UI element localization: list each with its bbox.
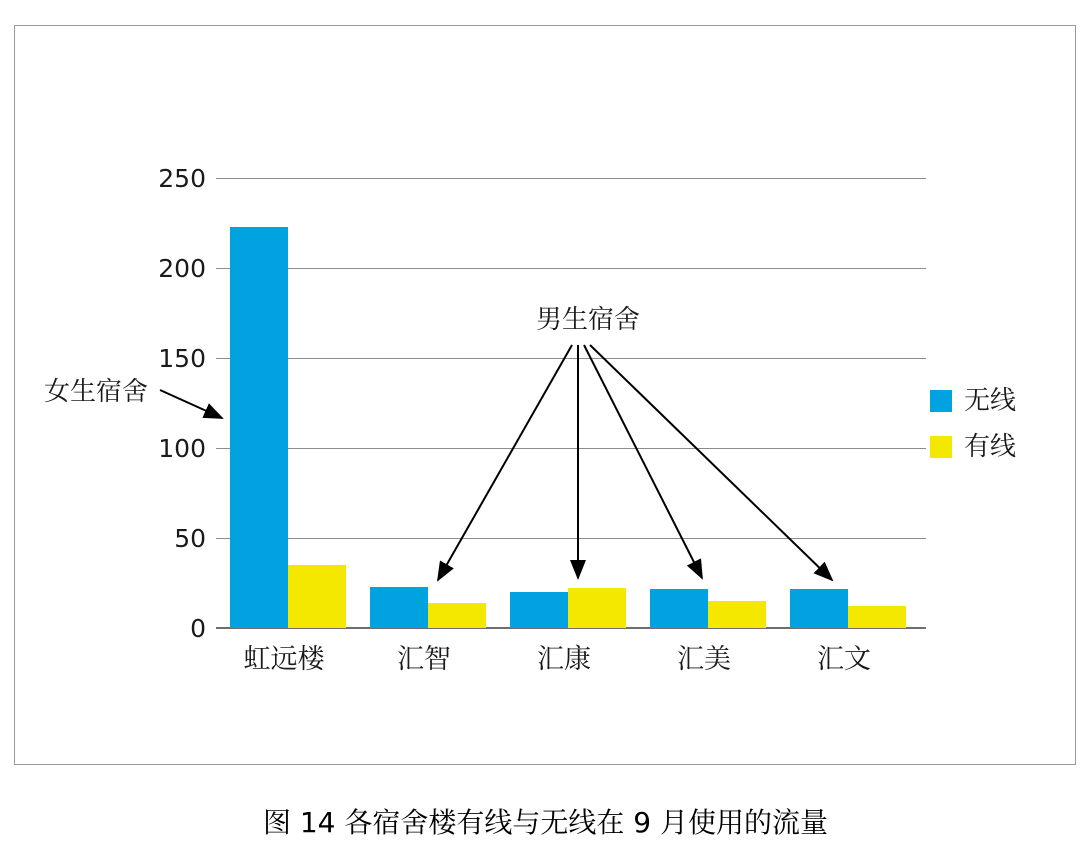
chart-legend (930, 378, 1060, 470)
bar-wireless-4 (790, 589, 848, 628)
legend-swatch-wireless (930, 390, 952, 412)
bar-wireless-1 (370, 587, 428, 628)
bar-wireless-0 (230, 227, 288, 628)
legend-label-wired: 有线 (964, 432, 1017, 462)
y-tick-50: 50 (174, 524, 206, 553)
bar-group-3 (642, 178, 766, 628)
bar-group-0 (222, 178, 346, 628)
bar-wired-2 (568, 588, 626, 628)
annotation-female-dorm: 女生宿舍 (44, 377, 149, 407)
y-tick-0: 0 (190, 614, 206, 643)
bar-group-1 (362, 178, 486, 628)
y-tick-200: 200 (158, 254, 206, 283)
figure-caption: 图 14 各宿舍楼有线与无线在 9 月使用的流量 (262, 806, 829, 839)
legend-item-wireless (930, 378, 1060, 424)
legend-label-wireless: 无线 (964, 386, 1017, 416)
bar-wireless-3 (650, 589, 708, 628)
bar-group-2 (502, 178, 626, 628)
y-tick-150: 150 (158, 344, 206, 373)
bar-wired-4 (848, 606, 906, 628)
bar-series-container (216, 178, 926, 628)
x-label-4: 汇文 (817, 644, 871, 675)
bar-wired-1 (428, 603, 486, 628)
bar-wireless-2 (510, 592, 568, 628)
bar-group-4 (782, 178, 906, 628)
y-tick-250: 250 (158, 164, 206, 193)
bar-wired-3 (708, 601, 766, 628)
x-axis-labels (216, 643, 926, 683)
x-label-0: 虹远楼 (243, 644, 325, 675)
x-label-2: 汇康 (537, 644, 591, 675)
legend-swatch-wired (930, 436, 952, 458)
x-label-1: 汇智 (397, 644, 451, 675)
bar-wired-0 (288, 565, 346, 628)
legend-item-wired (930, 424, 1060, 470)
x-label-3: 汇美 (677, 644, 731, 675)
annotation-male-dorm: 男生宿舍 (536, 305, 641, 335)
y-tick-100: 100 (158, 434, 206, 463)
